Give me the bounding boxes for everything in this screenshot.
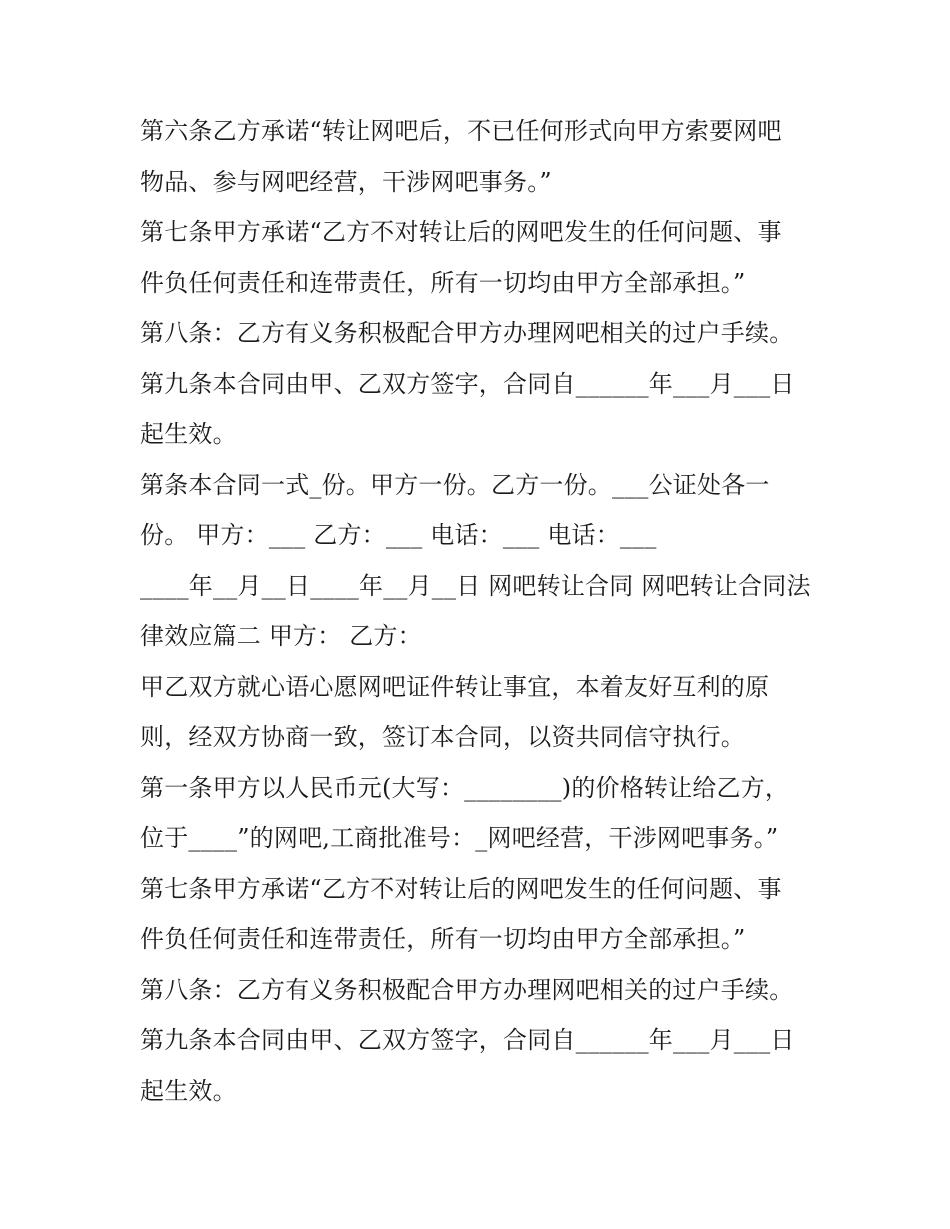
text-line: 第六条乙方承诺“转让网吧后，不已任何形式向甲方索要网吧 (140, 117, 782, 145)
text-line: 起生效。 (140, 420, 237, 448)
text-line: 件负任何责任和连带责任，所有一切均由甲方全部承担。” (140, 925, 746, 953)
text-line: 份。 甲方：___ 乙方：___ 电话：___ 电话：___ (140, 521, 657, 549)
text-line: 甲乙双方就心语心愿网吧证件转让事宜，本着友好互利的原 (140, 672, 770, 701)
text-line: 第七条甲方承诺“乙方不对转让后的网吧发生的任何问题、事 (140, 874, 782, 903)
text-line: 位于____”的网吧,工商批准号：_网吧经营，干涉网吧事务。” (140, 824, 779, 852)
text-line: 第一条甲方以人民币元(大写：________)的价格转让给乙方， (140, 773, 790, 802)
text-line: 第条本合同一式_份。甲方一份。乙方一份。___公证处各一 (140, 470, 770, 499)
text-line: 第九条本合同由甲、乙双方签字，合同自______年___月___日 (140, 1026, 795, 1054)
text-line: 第八条：乙方有义务积极配合甲方办理网吧相关的过户手续。 (140, 975, 794, 1004)
text-line: 第七条甲方承诺“乙方不对转让后的网吧发生的任何问题、事 (140, 218, 782, 246)
text-line: 律效应篇二 甲方： 乙方： (140, 622, 422, 650)
text-line: 件负任何责任和连带责任，所有一切均由甲方全部承担。” (140, 268, 746, 297)
text-line: 起生效。 (140, 1076, 237, 1105)
contract-text (140, 106, 820, 1116)
text-line: 第九条本合同由甲、乙双方签字，合同自______年___月___日 (140, 369, 795, 398)
text-line: 物品、参与网吧经营，干涉网吧事务。” (140, 167, 552, 196)
text-line: ____年__月__日____年__月__日 网吧转让合同 网吧转让合同法 (140, 571, 811, 600)
text-line: 则，经双方协商一致，签订本合同，以资共同信守执行。 (140, 723, 745, 751)
text-line: 第八条：乙方有义务积极配合甲方办理网吧相关的过户手续。 (140, 319, 794, 347)
